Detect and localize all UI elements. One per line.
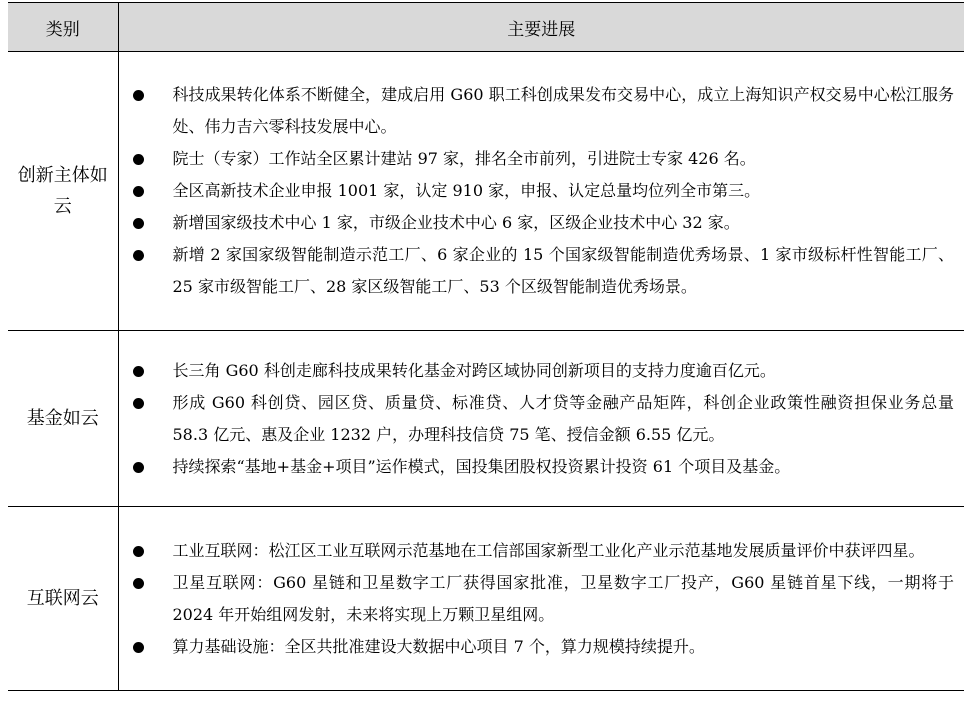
list-item [119,567,955,631]
category-cell: 基金如云 [8,331,118,507]
bullet-icon [133,154,144,165]
list-item [119,451,955,483]
list-item [119,143,955,175]
bullet-icon [133,462,144,473]
bullet-list [119,73,965,309]
progress-table-container [8,2,964,691]
list-item-text: 工业互联网：松江区工业互联网示范基地在工信部国家新型工业化产业示范基地发展质量评价中获评四星。 [172,540,925,560]
list-item [119,207,955,239]
list-item-text: 算力基础设施：全区共批准建设大数据中心项目 7 个，算力规模持续提升。 [172,636,705,656]
table-row [8,507,964,691]
bullet-list [119,529,965,669]
items-cell [118,507,964,691]
category-cell: 互联网云 [8,507,118,691]
list-item-text: 形成 G60 科创贷、园区贷、质量贷、标准贷、人才贷等金融产品矩阵，科创企业政策性融资担保业务总量 58.3 亿元、惠及企业 1232 户，办理科技信贷 75 笔、授信金额 6.55 亿元。 [172,392,954,444]
bullet-icon [133,578,144,589]
list-item-text: 持续探索“基地+基金+项目”运作模式，国投集团股权投资累计投资 61 个项目及基金。 [172,456,791,476]
table-header-row [8,3,964,52]
list-item-text: 长三角 G60 科创走廊科技成果转化基金对跨区域协同创新项目的支持力度逾百亿元。 [172,360,776,380]
list-item-text: 科技成果转化体系不断健全，建成启用 G60 职工科创成果发布交易中心，成立上海知识产权交易中心松江服务处、伟力吉六零科技发展中心。 [172,85,954,136]
bullet-icon [133,186,144,197]
list-item-text: 新增 2 家国家级智能制造示范工厂、6 家企业的 15 个国家级智能制造优秀场景、1 家市级标杆性智能工厂、25 家市级智能工厂、28 家区级智能工厂、53 个区级智能制造优秀场景。 [172,245,954,296]
list-item [119,239,955,303]
items-cell [118,52,964,331]
bullet-icon [133,90,144,101]
list-item [119,79,955,143]
list-item [119,387,955,451]
header-category: 类别 [8,3,118,52]
list-item-text: 卫星互联网：G60 星链和卫星数字工厂获得国家批准，卫星数字工厂投产，G60 星链首星下线，一期将于 2024 年开始组网发射，未来将实现上万颗卫星组网。 [172,572,954,624]
list-item [119,355,955,387]
category-cell: 创新主体如云 [8,52,118,331]
bullet-icon [133,218,144,229]
bullet-icon [133,642,144,653]
list-item [119,631,955,663]
items-cell [118,331,964,507]
table-row [8,331,964,507]
list-item-text: 全区高新技术企业申报 1001 家，认定 910 家，申报、认定总量均位列全市第三。 [172,181,761,200]
header-progress: 主要进展 [118,3,964,52]
bullet-icon [133,398,144,409]
bullet-icon [133,366,144,377]
list-item-text: 新增国家级技术中心 1 家，市级企业技术中心 6 家，区级企业技术中心 32 家。 [172,213,740,232]
bullet-icon [133,250,144,261]
table-row [8,52,964,331]
progress-table [8,2,964,691]
list-item-text: 院士（专家）工作站全区累计建站 97 家，排名全市前列，引进院士专家 426 名。 [172,149,756,168]
list-item [119,535,955,567]
bullet-list [119,349,965,489]
list-item [119,175,955,207]
bullet-icon [133,546,144,557]
